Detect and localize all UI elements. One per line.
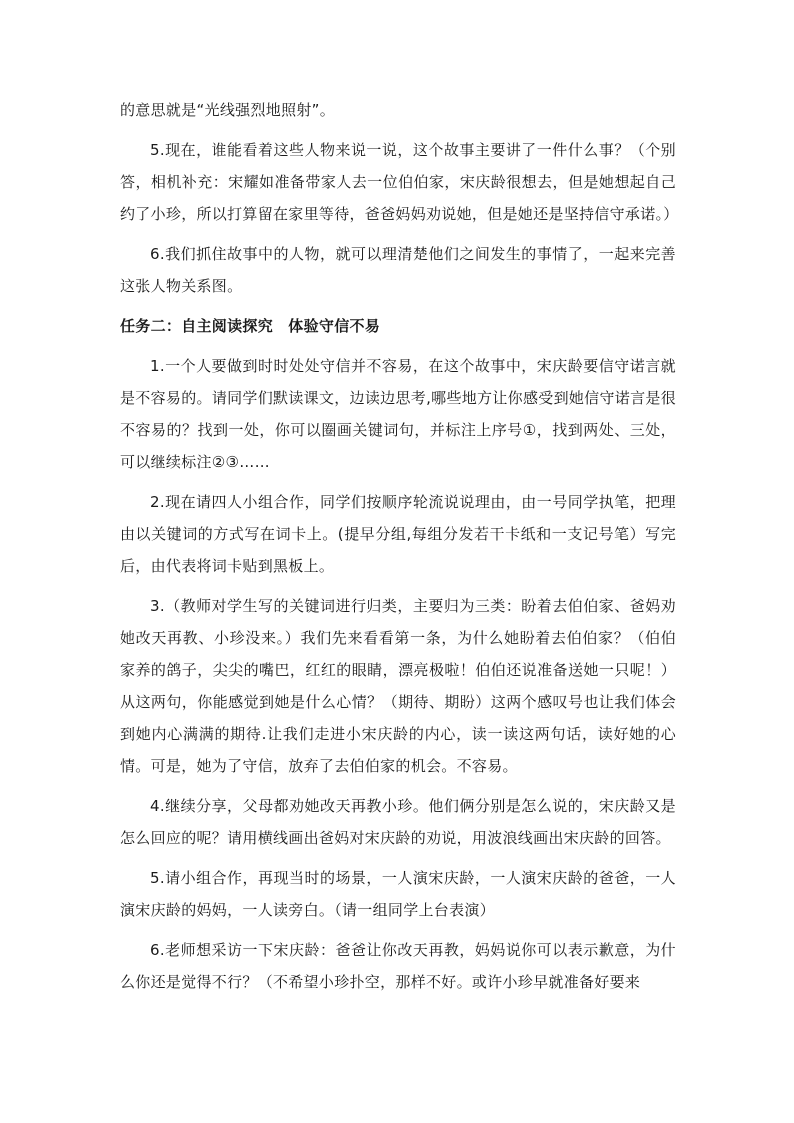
paragraph-item-6: 6.我们抓住故事中的人物，就可以理清楚他们之间发生的事情了，一起来完善这张人物关系图。 bbox=[120, 245, 676, 295]
paragraph-task2-item-3: 3.（教师对学生写的关键词进行归类，主要归为三类：盼着去伯伯家、爸妈劝她改天再教、小珍没来。）我们先来看看第一条，为什么她盼着去伯伯家？（伯伯家养的鸽子，尖尖的嘴巴，红红的眼睛，漂亮极啦！伯伯还说准备送她一只呢！）从这两句，你能感觉到她是什么心情？（期待、期盼）这两个感叹号也让我们体会到她内心满满的期待.让我们走进小宋庆龄的内心，读一读这两句话，读好她的心情。可是，她为了守信，放弃了去伯伯家的机会。不容易。 bbox=[120, 597, 676, 775]
paragraph-task2-item-2: 2.现在请四人小组合作，同学们按顺序轮流说说理由，由一号同学执笔，把理由以关键词的方式写在词卡上。(提早分组,每组分发若干卡纸和一支记号笔）写完后，由代表将词卡贴到黑板上。 bbox=[120, 493, 676, 575]
paragraph-continuation: 的意思就是“光线强烈地照射”。 bbox=[120, 101, 336, 119]
document-page bbox=[120, 94, 679, 1006]
paragraph-task2-item-5: 5.请小组合作，再现当时的场景，一人演宋庆龄，一人演宋庆龄的爸爸，一人演宋庆龄的妈妈，一人读旁白。（请一组同学上台表演） bbox=[120, 869, 676, 919]
section-heading-task-two: 任务二：自主阅读探究 体验守信不易 bbox=[120, 317, 381, 335]
paragraph-task2-item-1: 1.一个人要做到时时处处守信并不容易，在这个故事中，宋庆龄要信守诺言就是不容易的。请同学们默读课文，边读边思考,哪些地方让你感受到她信守诺言是很不容易的？找到一处，你可以圈画关键词句，并标注上序号①，找到两处、三处，可以继续标注②③…… bbox=[120, 357, 676, 471]
paragraph-task2-item-6: 6.老师想采访一下宋庆龄：爸爸让你改天再教，妈妈说你可以表示歉意，为什么你还是觉得不行？（不希望小珍扑空，那样不好。或许小珍早就准备好要来 bbox=[120, 941, 676, 991]
paragraph-item-5: 5.现在，谁能看着这些人物来说一说，这个故事主要讲了一件什么事？（个别答，相机补充：宋耀如准备带家人去一位伯伯家，宋庆龄很想去，但是她想起自己约了小珍，所以打算留在家里等待，爸爸妈妈劝说她，但是她还是坚持信守承诺。） bbox=[120, 141, 679, 223]
paragraph-task2-item-4: 4.继续分享，父母都劝她改天再教小珍。他们俩分别是怎么说的，宋庆龄又是怎么回应的呢？请用横线画出爸妈对宋庆龄的劝说，用波浪线画出宋庆龄的回答。 bbox=[120, 797, 676, 847]
